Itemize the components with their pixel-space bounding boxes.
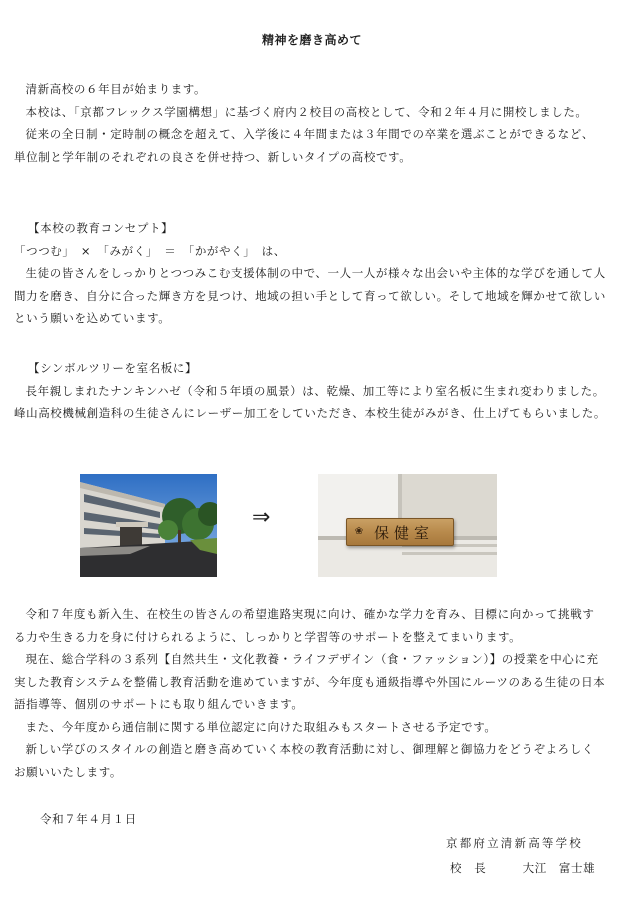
letter-date: 令和７年４月１日 — [40, 812, 137, 826]
nameplate-sign — [346, 518, 454, 546]
principal-signature: 校 長 大江 富士雄 — [450, 861, 596, 875]
intro-section — [14, 78, 606, 168]
concept-section — [14, 217, 606, 330]
closing-paragraph: 令和７年度も新入生、在校生の皆さんの希望進路実現に向け、確かな学力を育み、目標に向かって挑戦する力や生きる力を身に付けられるように、しっかりと学習等のサポートを整えてまいります。 — [14, 607, 595, 644]
symbol-tree-section — [14, 357, 606, 425]
closing-paragraph: また、今年度から通信制に関する単位認定に向けた取組みもスタートさせる予定です。 — [25, 719, 497, 734]
intro-paragraph: 本校は、「京都フレックス学園構想」に基づく府内２校目の高校として、令和２年４月に開校しました。 — [25, 104, 588, 119]
closing-paragraph: 新しい学びのスタイルの創造と磨き高めていく本校の教育活動に対し、御理解と御協力をどうぞよろしくお願いいたします。 — [14, 742, 594, 779]
nameplate-text: 保健室 — [374, 523, 435, 542]
transform-arrow: ⇒ — [252, 505, 271, 530]
closing-section — [14, 603, 606, 783]
concept-formula: 「つつむ」 × 「みがく」 ＝ 「かがやく」 は、 — [14, 243, 286, 258]
school-building-photo — [80, 474, 217, 577]
concept-heading: 【本校の教育コンセプト】 — [28, 221, 174, 235]
school-emblem-icon: ❀ — [354, 526, 364, 537]
page-title: 精神を磨き高めて — [261, 33, 362, 47]
symbol-tree-body: 長年親しまれたナンキンハゼ（令和５年頃の風景）は、乾燥、加工等により室名板に生まれ変わりました。峰山高校機械創造科の生徒さんにレーザー加工をしていただき、本校生徒がみがき、仕上げてもらいました。 — [14, 383, 606, 420]
closing-paragraph: 現在、総合学科の３系列【自然共生・文化教養・ライフデザイン（食・ファッション）】の授業を中心に充実した教育システムを整備し教育活動を進めていますが、今年度も通級指導や外国にルーツのある生徒の日本語指導等、個別のサポートにも取り組んでいきます。 — [14, 652, 606, 711]
concept-body: 生徒の皆さんをしっかりとつつみこむ支援体制の中で、一人一人が様々な出会いや主体的な学びを通して人間力を磨き、自分に合った輝き方を見つけ、地域の担い手として育って欲しい。そして地域を輝かせて欲しいという願いを込めています。 — [14, 266, 606, 325]
school-name: 京都府立清新高等学校 — [446, 836, 583, 850]
intro-paragraph: 清新高校の６年目が始まります。 — [25, 82, 207, 96]
symbol-tree-heading: 【シンボルツリーを室名板に】 — [28, 361, 198, 375]
intro-paragraph: 従来の全日制・定時制の概念を超えて、入学後に４年間または３年間での卒業を選ぶことができるなど、単位制と学年制のそれぞれの良さを併せ持つ、新しいタイプの高校です。 — [14, 127, 594, 164]
